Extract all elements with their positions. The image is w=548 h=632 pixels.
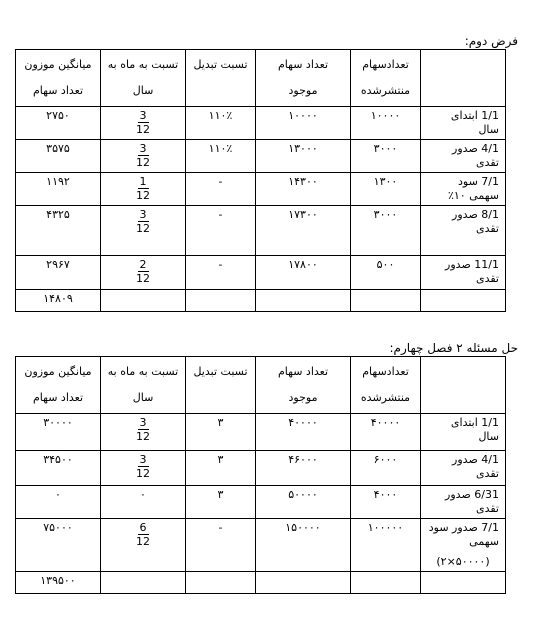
row-ratio: -	[186, 519, 256, 572]
fraction-denominator: 12	[136, 535, 150, 548]
section2-heading: حل مسئله ۲ فصل چهارم:	[389, 341, 518, 355]
fraction-denominator: 12	[136, 123, 150, 136]
fraction-numerator: 3	[139, 142, 147, 155]
row-weighted: ۷۵۰۰۰	[16, 519, 101, 572]
row-weighted: ۱۱۹۲	[16, 173, 101, 206]
row-outstanding: ۴۰۰۰۰	[256, 414, 351, 451]
fraction-numerator: 3	[139, 109, 147, 122]
row-date: 6/31 صدور تقدی	[421, 486, 506, 519]
row-issued: ۴۰۰۰۰	[351, 414, 421, 451]
row-ratio: ۳	[186, 451, 256, 486]
header-fraction: تسبت به ماه به سال	[101, 357, 186, 414]
fraction-denominator: 12	[136, 156, 150, 169]
row-date-line1: 7/1 صدور سود سهمی	[428, 521, 499, 548]
row-outstanding: ۱۷۳۰۰	[256, 206, 351, 256]
section1-heading: فرض دوم:	[464, 34, 518, 48]
row-ratio: -	[186, 173, 256, 206]
row-outstanding: ۱۰۰۰۰	[256, 107, 351, 140]
fraction-numerator: 3	[139, 208, 147, 221]
row-date-line2: (۵۰۰۰۰×۲)	[436, 555, 490, 568]
table-row	[16, 173, 506, 206]
row-ratio: -	[186, 256, 256, 290]
table-row	[16, 140, 506, 173]
row-outstanding: ۱۴۳۰۰	[256, 173, 351, 206]
row-fraction	[101, 414, 186, 451]
row-fraction	[101, 107, 186, 140]
total-row	[16, 572, 506, 594]
header-ratio: تسبت تبدیل	[186, 357, 256, 414]
row-weighted: ۳۴۵۰۰	[16, 451, 101, 486]
row-weighted: ۳۵۷۵	[16, 140, 101, 173]
table-header-row	[16, 50, 506, 107]
row-outstanding: ۱۳۰۰۰	[256, 140, 351, 173]
row-ratio: ۱۱۰٪	[186, 140, 256, 173]
fraction-denominator: 12	[136, 272, 150, 285]
fraction-denominator: 12	[136, 467, 150, 480]
total-weighted: ۱۳۹۵۰۰	[16, 572, 101, 594]
table-row	[16, 519, 506, 572]
row-date: 1/1 ابتدای سال	[421, 414, 506, 451]
fraction-denominator: 12	[136, 222, 150, 235]
row-issued: ۳۰۰۰	[351, 206, 421, 256]
table-row	[16, 414, 506, 451]
header-ratio: تسبت تبدیل	[186, 50, 256, 107]
row-fraction	[101, 451, 186, 486]
table-header-row	[16, 357, 506, 414]
row-fraction	[101, 519, 186, 572]
row-outstanding: ۴۶۰۰۰	[256, 451, 351, 486]
header-outstanding: تعداد سهام موجود	[256, 357, 351, 414]
row-fraction	[101, 256, 186, 290]
header-outstanding: تعداد سهام موجود	[256, 50, 351, 107]
header-weighted: میانگین موزون تعداد سهام	[16, 50, 101, 107]
table-section2	[15, 356, 506, 594]
row-outstanding: ۱۵۰۰۰۰	[256, 519, 351, 572]
row-issued: ۱۳۰۰	[351, 173, 421, 206]
table-row	[16, 486, 506, 519]
header-date	[421, 50, 506, 107]
table-row	[16, 256, 506, 290]
row-fraction	[101, 173, 186, 206]
fraction-numerator: 1	[139, 175, 147, 188]
row-ratio: ۱۱۰٪	[186, 107, 256, 140]
table-row	[16, 206, 506, 256]
row-weighted: ۰	[16, 486, 101, 519]
row-issued: ۶۰۰۰	[351, 451, 421, 486]
fraction-denominator: 12	[136, 430, 150, 443]
row-fraction: ۰	[101, 486, 186, 519]
row-weighted: ۲۹۶۷	[16, 256, 101, 290]
row-ratio: -	[186, 206, 256, 256]
row-ratio: ۳	[186, 414, 256, 451]
row-ratio: ۳	[186, 486, 256, 519]
row-date: 1/1 ابتدای سال	[421, 107, 506, 140]
row-issued: ۳۰۰۰	[351, 140, 421, 173]
row-issued: ۵۰۰	[351, 256, 421, 290]
table-row	[16, 107, 506, 140]
header-issued: تعدادسهام منتشرشده	[351, 50, 421, 107]
fraction-denominator: 12	[136, 189, 150, 202]
fraction-numerator: 6	[139, 521, 147, 534]
row-issued: ۱۰۰۰۰۰	[351, 519, 421, 572]
row-issued: ۴۰۰۰	[351, 486, 421, 519]
table-row	[16, 451, 506, 486]
row-weighted: ۲۷۵۰	[16, 107, 101, 140]
total-weighted: ۱۴۸۰۹	[16, 290, 101, 312]
row-outstanding: ۱۷۸۰۰	[256, 256, 351, 290]
header-weighted: میانگین موزون تعداد سهام	[16, 357, 101, 414]
row-date: 4/1 صدور تقدی	[421, 451, 506, 486]
row-date	[421, 519, 506, 572]
header-issued: تعدادسهام منتشرشده	[351, 357, 421, 414]
row-fraction	[101, 206, 186, 256]
row-issued: ۱۰۰۰۰	[351, 107, 421, 140]
row-date: 7/1 سود سهمی ۱۰٪	[421, 173, 506, 206]
total-row	[16, 290, 506, 312]
header-fraction: تسبت به ماه به سال	[101, 50, 186, 107]
row-date: 4/1 صدور تقدی	[421, 140, 506, 173]
row-outstanding: ۵۰۰۰۰	[256, 486, 351, 519]
row-weighted: ۴۳۲۵	[16, 206, 101, 256]
table-section1	[15, 49, 506, 312]
fraction-numerator: 3	[139, 416, 147, 429]
row-date: 11/1 صدور تقدی	[421, 256, 506, 290]
fraction-numerator: 3	[139, 453, 147, 466]
row-fraction	[101, 140, 186, 173]
header-date	[421, 357, 506, 414]
row-date: 8/1 صدور تقدی	[421, 206, 506, 256]
row-weighted: ۳۰۰۰۰	[16, 414, 101, 451]
fraction-numerator: 2	[139, 258, 147, 271]
